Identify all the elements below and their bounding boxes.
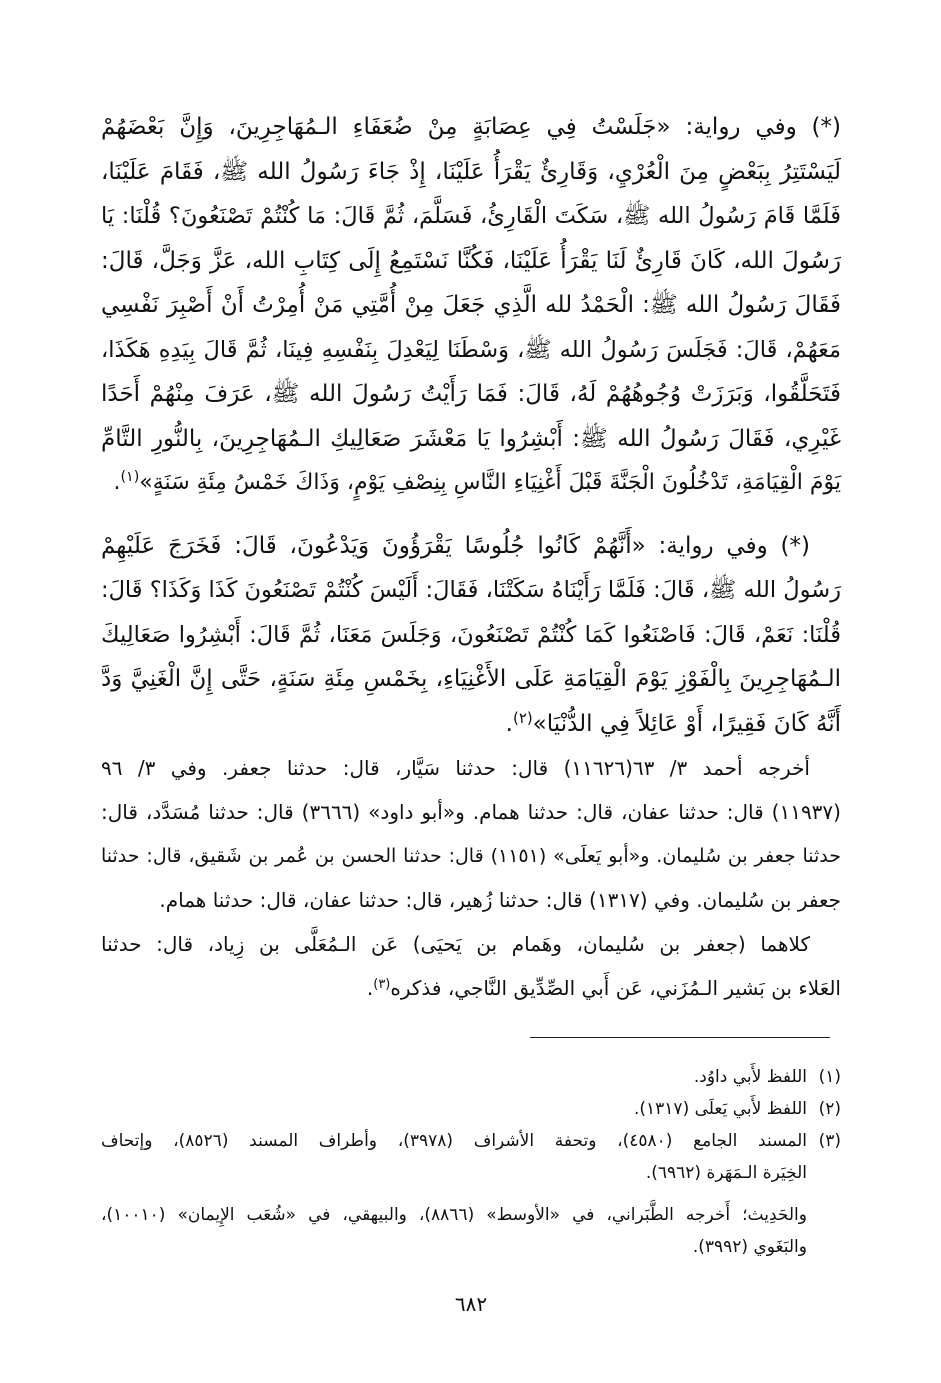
- footnote-line: اللفظ لأَبي داوُد.: [693, 1067, 807, 1087]
- footnote-number: (٢): [818, 1099, 841, 1119]
- text-line-body: أَنَّهُ كَانَ فَقِيرًا، أَوْ عَائِلاً فِي الدُّنْيَا»: [532, 710, 841, 737]
- takhrij-line-last: [101, 966, 841, 1010]
- footnote-ref: (٢): [512, 708, 533, 727]
- text-line: لَيَسْتَتِرُ بِبَعْضٍ مِنَ الْعُرْيِ، وَقَارِئٌ يَقْرَأُ عَلَيْنَا، إِذْ جَاءَ رَسُولُ الله ﷺ، فَقَامَ عَلَيْنَا،: [101, 158, 841, 185]
- takhrij-line: جعفر بن سُليمان. وفي (١٣١٧) قال: حدثنا زُهير، قال: حدثنا عفان، قال: حدثنا همام.: [159, 888, 841, 912]
- text-line-tail: .: [505, 710, 513, 737]
- footnote-ref: (٣): [373, 976, 391, 992]
- text-line: (*) وفي رواية: «جَلَسْتُ فِي عِصَابَةٍ مِنْ ضُعَفَاءِ الـمُهَاجِرِينَ، وَإِنَّ بَعْضَهُمْ: [101, 114, 841, 140]
- text-line-tail: .: [113, 470, 121, 495]
- text-line: الـمُهَاجِرِينَ بِالْفَوْزِ يَوْمَ الْقِيَامَةِ عَلَى الأَغْنِيَاءِ، بِخَمْسِ مِئَةِ سَنَةٍ، حَتَّى إِنَّ الْغَنِيَّ وَدَّ: [101, 666, 841, 692]
- text-line-body: العَلاء بن بَشير الـمُزَني، عَن أَبي الصِّدِّيق النَّاجي، فذكره: [390, 976, 841, 1000]
- footnote-text: [101, 1093, 807, 1125]
- text-line-tail: .: [366, 976, 374, 1000]
- footnote-line: والحَدِيث؛ أَخرجه الطَّبَراني، في «الأوسط» (٨٨٦٦)، والبيهقي، في «شُعَب الإِيمان» (١٠٠١٠)،: [101, 1205, 807, 1225]
- footnote-separator: [530, 1037, 830, 1038]
- footnote-1: [101, 1061, 841, 1093]
- text-line: (*) وفي رواية: «أَنَّهُمْ كَانُوا جُلُوسًا يَقْرَؤُونَ وَيَدْعُونَ، قَالَ: فَخَرَجَ عَلَيْهِمْ: [101, 532, 810, 559]
- text-line: فَقَالَ رَسُولُ الله ﷺ: الْحَمْدُ لله الَّذِي جَعَلَ مِنْ أُمَّتِي مَنْ أُمِرْتُ أَنْ أَصْبِرَ نَفْسِي: [101, 292, 841, 318]
- text-line: مَعَهُمْ، قَالَ: فَجَلَسَ رَسُولُ الله ﷺ، وَسْطَنَا لِيَعْدِلَ بِنَفْسِهِ فِينَا، ثُمَّ قَالَ بِيَدِهِ هَكَذَا،: [101, 336, 841, 363]
- takhrij-line: كلاهما (جعفر بن سُليمان، وهَمام بن يَحيَى) عَن الـمُعَلَّى بن زِياد، قال: حدثنا: [101, 932, 810, 956]
- footnote-number: [807, 1199, 841, 1263]
- text-line-last: [101, 702, 841, 747]
- text-line: فَلَمَّا قَامَ رَسُولُ الله ﷺ، سَكَتَ الْقَارِئُ، فَسَلَّمَ، ثُمَّ قَالَ: مَا كُنْتُمْ تَصْنَعُونَ؟ قُلْنَا: يَا: [101, 203, 841, 229]
- footnote-2: [101, 1093, 841, 1125]
- text-line: غَيْرِي، فَقَالَ رَسُولُ الله ﷺ: أَبْشِرُوا يَا مَعْشَرَ صَعَالِيكِ الـمُهَاجِرِينَ، بِالنُّورِ التَّامِّ: [101, 425, 841, 452]
- footnote-3-continuation: [101, 1199, 841, 1263]
- footnote-line: اللفظ لأَبي يَعلَى (١٣١٧).: [633, 1099, 807, 1119]
- takhrij-section: [101, 746, 841, 1010]
- page-number: ٦٨٢: [454, 1292, 488, 1316]
- narration-paragraph-1: [101, 105, 841, 506]
- footnote-3: [101, 1125, 841, 1189]
- footnote-text: [101, 1061, 807, 1093]
- text-line-body: يَوْمَ الْقِيَامَةِ، تَدْخُلُونَ الْجَنَّةَ قَبْلَ أَغْنِيَاءِ النَّاسِ بِنِصْفِ يَوْمٍ، وَذَاكَ خَمْسُ مِئَةِ سَنَةٍ»: [139, 470, 841, 495]
- footnotes: [101, 1061, 841, 1263]
- footnote-text: [101, 1125, 807, 1189]
- footnote-line: والبَغَوي (٣٩٩٢).: [692, 1237, 807, 1257]
- takhrij-line: (١١٩٣٧) قال: حدثنا عفان، قال: حدثنا همام. و«أبو داود» (٣٦٦٦) قال: حدثنا مُسَدَّد، قال:: [101, 800, 841, 824]
- text-line: رَسُولَ الله، كَانَ قَارِئٌ لَنَا يَقْرَأُ عَلَيْنَا، فَكُنَّا نَسْتَمِعُ إِلَى كِتَابِ الله، عَزَّ وَجَلَّ، قَالَ:: [101, 247, 841, 274]
- text-line: رَسُولُ الله ﷺ، قَالَ: فَلَمَّا رَأَيْنَاهُ سَكَتْنَا، فَقَالَ: أَلَيْسَ كُنْتُمْ تَصْنَعُونَ كَذَا وَكَذَا؟ قَالَ:: [101, 577, 841, 603]
- page-content: [101, 105, 841, 1319]
- text-line-last: [101, 461, 841, 506]
- footnote-ref: (١): [120, 469, 140, 486]
- footnote-number: (٣): [818, 1131, 841, 1151]
- text-line: قُلْنَا: نَعَمْ، قَالَ: فَاصْنَعُوا كَمَا كُنْتُمْ تَصْنَعُونَ، وَجَلَسَ مَعَنَا، ثُمَّ قَالَ: أَبْشِرُوا صَعَالِيكَ: [101, 621, 841, 648]
- footnote-line: المسند الجامع (٤٥٨٠)، وتحفة الأشراف (٣٩٧٨)، وأطراف المسند (٨٥٢٦)، وإتحاف: [101, 1131, 808, 1151]
- takhrij-line: أخرجه أحمد ٣/ ٦٣(١١٦٢٦) قال: حدثنا سَيَّار، قال: حدثنا جعفر. وفي ٣/ ٩٦: [101, 756, 810, 780]
- takhrij-line: حدثنا جعفر بن سُليمان. و«أبو يَعلَى» (١١٥١) قال: حدثنا الحسن بن عُمر بن شَقيق، قال: حدثنا: [101, 845, 841, 867]
- narration-paragraph-2: [101, 524, 841, 747]
- footnote-text: [101, 1199, 807, 1263]
- footnote-number: (١): [818, 1067, 841, 1087]
- text-line: فَتَحَلَّقُوا، وَبَرَزَتْ وُجُوهُهُمْ لَهُ، قَالَ: فَمَا رَأَيْتُ رَسُولَ الله ﷺ، عَرَفَ مِنْهُمْ أَحَدًا: [101, 381, 841, 407]
- footnote-line: الخِيَرة الـمَهَرة (٦٩٦٢).: [645, 1163, 807, 1183]
